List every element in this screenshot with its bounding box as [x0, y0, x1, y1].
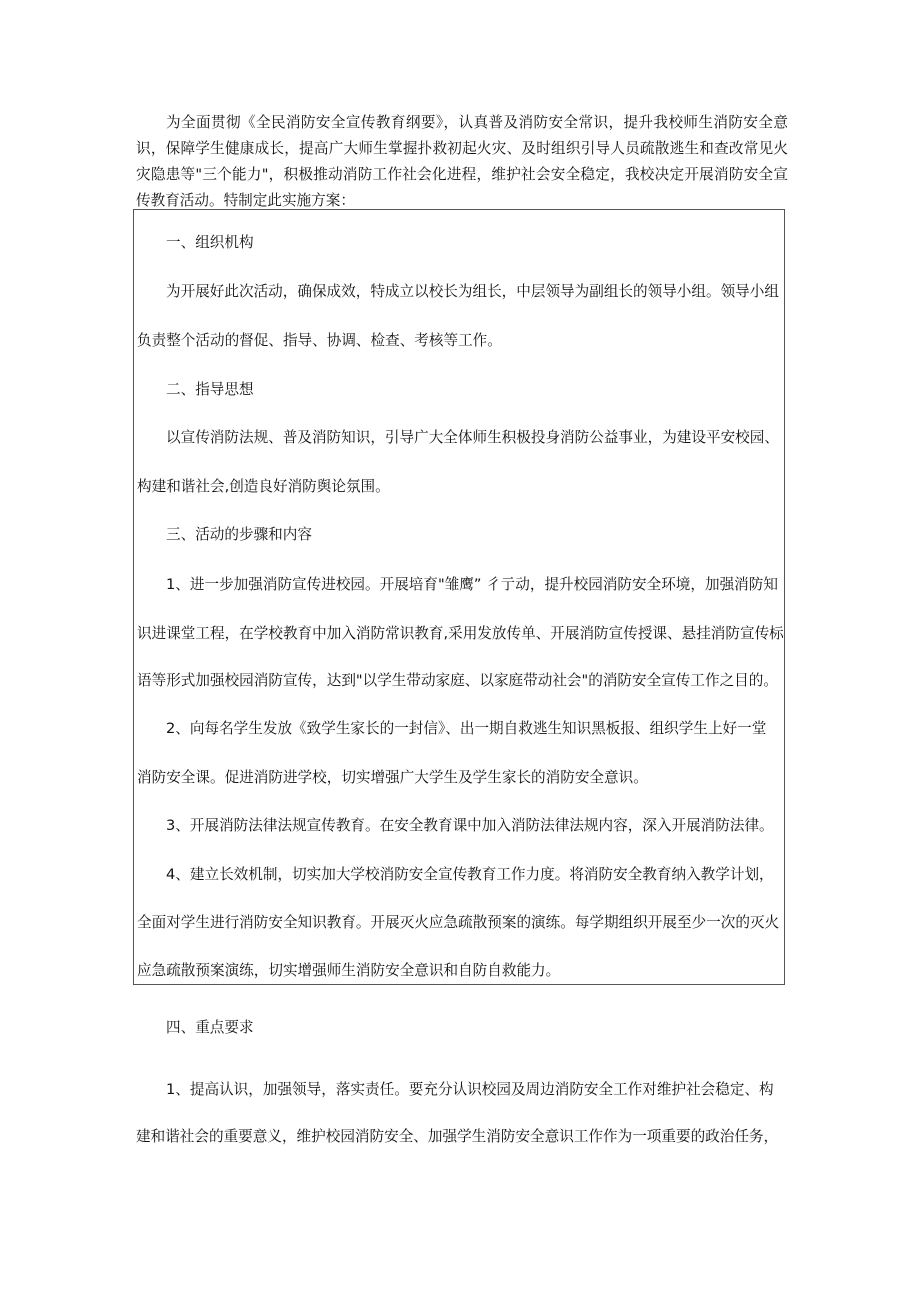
section-3-item-4-line: 应急疏散预案演练，切实增强师生消防安全意识和自防自救能力。 — [137, 962, 561, 979]
section-3-heading: 三、活动的步骤和内容 — [166, 526, 312, 543]
intro-paragraph: 为全面贯彻《全民消防安全宣传教育纲要》，认真普及消防安全常识，提升我校师生消防安全意识，保障学生健康成长，提高广大师生掌握扑救初起火灾、及时组织引导人员疏散逃生和查改常见火灾隐患等"三个能力"，积极推动消防工作社会化进程，维护社会安全稳定，我校决定开展消防安全宣传教育活动。特制定此实施方案： — [136, 114, 788, 209]
section-2-text-line: 以宣传消防法规、普及消防知识，引导广大全体师生积极投身消防公益事业，为建设平安校园、 — [166, 429, 779, 446]
section-3-item-1-line: 识进课堂工程，在学校教育中加入消防常识教育,采用发放传单、开展消防宣传授课、悬挂消防宣传标 — [137, 625, 784, 642]
section-3-item-2-line: 2、向每名学生发放《致学生家长的一封信》、出一期自救逃生知识黑板报、组织学生上好一堂 — [166, 720, 767, 737]
section-3-item-3-line: 3、开展消防法律法规宣传教育。在安全教育课中加入消防法律法规内容，深入开展消防法律。 — [166, 817, 774, 834]
section-1-heading: 一、组织机构 — [166, 234, 254, 251]
section-2-text-line: 构建和谐社会,创造良好消防舆论氛围。 — [137, 478, 390, 495]
section-4-item-1-line: 建和谐社会的重要意义，维护校园消防安全、加强学生消防安全意识工作作为一项重要的政治任务， — [136, 1128, 779, 1145]
section-4-item-1-line: 1、提高认识，加强领导，落实责任。要充分认识校园及周边消防安全工作对维护社会稳定、构 — [166, 1081, 774, 1098]
section-3-item-1-line: 语等形式加强校园消防宣传，达到"以学生带动家庭、以家庭带动社会"的消防安全宣传工作之目的。 — [137, 672, 778, 689]
section-1-text-line: 为开展好此次活动，确保成效，特成立以校长为组长，中层领导为副组长的领导小组。领导小组 — [166, 283, 779, 300]
section-4-heading: 四、重点要求 — [166, 1019, 254, 1036]
section-3-item-4-line: 4、建立长效机制，切实加大学校消防安全宣传教育工作力度。将消防安全教育纳入教学计划， — [166, 866, 774, 883]
section-3-item-2-line: 消防安全课。促进消防进学校，切实增强广大学生及学生家长的消防安全意识。 — [137, 769, 648, 786]
section-2-heading: 二、指导思想 — [166, 381, 254, 398]
section-3-item-1-line: 1、进一步加强消防宣传进校园。开展培育"雏鹰” 彳亍动，提升校园消防安全环境，加强消防知 — [166, 576, 778, 593]
section-3-item-4-line: 全面对学生进行消防安全知识教育。开展灭火应急疏散预案的演练。每学期组织开展至少一次的灭火 — [137, 914, 780, 931]
section-1-text-line: 负责整个活动的督促、指导、协调、检查、考核等工作。 — [137, 332, 502, 349]
